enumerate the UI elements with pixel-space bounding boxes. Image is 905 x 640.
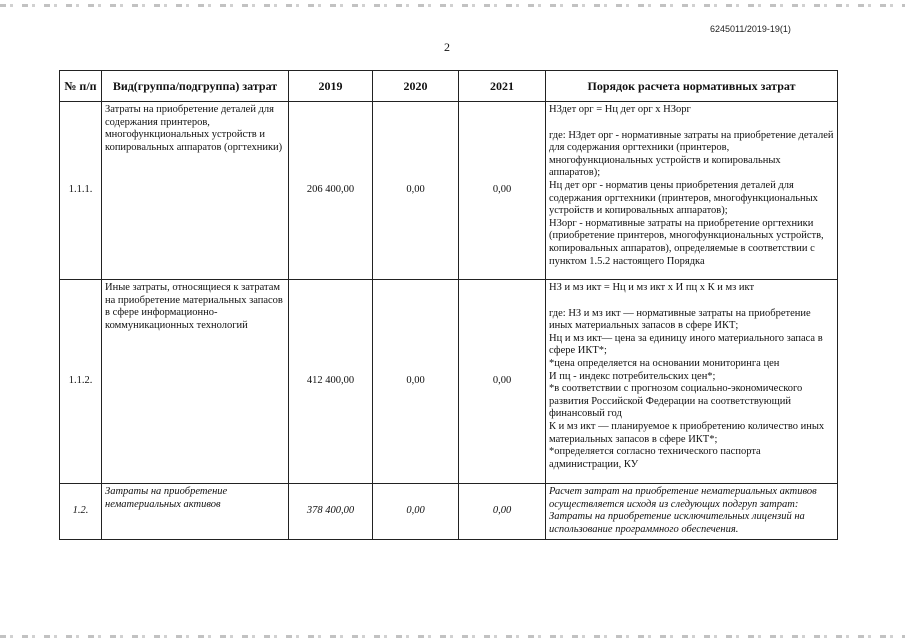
header-num: № п/п — [60, 71, 102, 102]
header-2020: 2020 — [373, 71, 459, 102]
scan-artifact-top — [0, 4, 905, 7]
header-row — [60, 71, 838, 102]
value-2020: 0,00 — [373, 280, 459, 484]
formula-line: НЗдет орг = Нц дет орг х НЗорг — [549, 104, 691, 115]
explanation-line: *цена определяется на основании мониторинга цен — [549, 357, 780, 369]
scan-artifact-bottom — [0, 635, 905, 638]
value-2019: 206 400,00 — [289, 102, 373, 280]
explanation-line: Затраты на приобретение исключительных лицензий на использование программного обеспечения. — [549, 511, 805, 535]
table-row — [60, 280, 838, 484]
row-type: Затраты на приобретение деталей для содержания принтеров, многофункциональных устройств и копировальных аппаратов (оргтехники) — [102, 102, 289, 280]
row-number: 1.1.1. — [60, 102, 102, 280]
value-2020: 0,00 — [373, 484, 459, 540]
header-2019: 2019 — [289, 71, 373, 102]
explanation-line: НЗорг - нормативные затраты на приобретение оргтехники (приобретение принтеров, многофункциональных устройств, копировальных аппаратов), определяемые в соответствии с пунктом 1.5.2 настоящего Порядка — [549, 217, 824, 267]
calculation-method — [546, 484, 838, 540]
calculation-method — [546, 102, 838, 280]
row-number: 1.1.2. — [60, 280, 102, 484]
explanation-line: Нц дет орг - норматив цены приобретения деталей для содержания оргтехники (принтеров, многофункциональных устройств и копировальных аппаратов); — [549, 179, 818, 217]
explanation-line: *в соответствии с прогнозом социально-экономического развития Российской Федерации на соответствующий финансовый год — [549, 383, 803, 420]
explanation-line: Расчет затрат на приобретение нематериальных активов осуществляется исходя из следующих подгруп затрат: — [549, 486, 817, 510]
page-number: 2 — [444, 40, 450, 54]
header-type: Вид(группа/подгруппа) затрат — [102, 71, 289, 102]
explanation-line: где: НЗ и мз икт — нормативные затраты на приобретение иных материальных запасов в сфере ИКТ; — [549, 307, 811, 332]
header-2021: 2021 — [459, 71, 546, 102]
header-method: Порядок расчета нормативных затрат — [546, 71, 838, 102]
value-2020: 0,00 — [373, 102, 459, 280]
row-type: Затраты на приобретение нематериальных активов — [102, 484, 289, 540]
document-id: 6245011/2019-19(1) — [710, 24, 791, 34]
explanation-line: И пц - индекс потребительских цен*; — [549, 370, 716, 382]
value-2019: 412 400,00 — [289, 280, 373, 484]
explanation-line: К и мз икт — планируемое к приобретению количество иных материальных запасов в сфере ИКТ*; — [549, 420, 825, 445]
table-row — [60, 484, 838, 540]
formula-line: НЗ и мз икт = Нц и мз икт х И пц х К и мз икт — [549, 282, 755, 293]
explanation-line: где: НЗдет орг - нормативные затраты на приобретение деталей для содержания оргтехники (принтеров, многофункциональных устройств и копировальных аппаратов); — [549, 129, 834, 179]
explanation-line: *определяется согласно технического паспорта администрации, КУ — [549, 446, 761, 470]
row-number: 1.2. — [60, 484, 102, 540]
explanation-line: Нц и мз икт— цена за единицу иного материального запаса в сфере ИКТ*; — [549, 332, 823, 357]
cost-table — [59, 70, 838, 540]
table-row — [60, 102, 838, 280]
value-2021: 0,00 — [459, 484, 546, 540]
value-2021: 0,00 — [459, 280, 546, 484]
row-type: Иные затраты, относящиеся к затратам на приобретение материальных запасов в сфере информационно-коммуникационных технологий — [102, 280, 289, 484]
value-2019: 378 400,00 — [289, 484, 373, 540]
value-2021: 0,00 — [459, 102, 546, 280]
calculation-method — [546, 280, 838, 484]
